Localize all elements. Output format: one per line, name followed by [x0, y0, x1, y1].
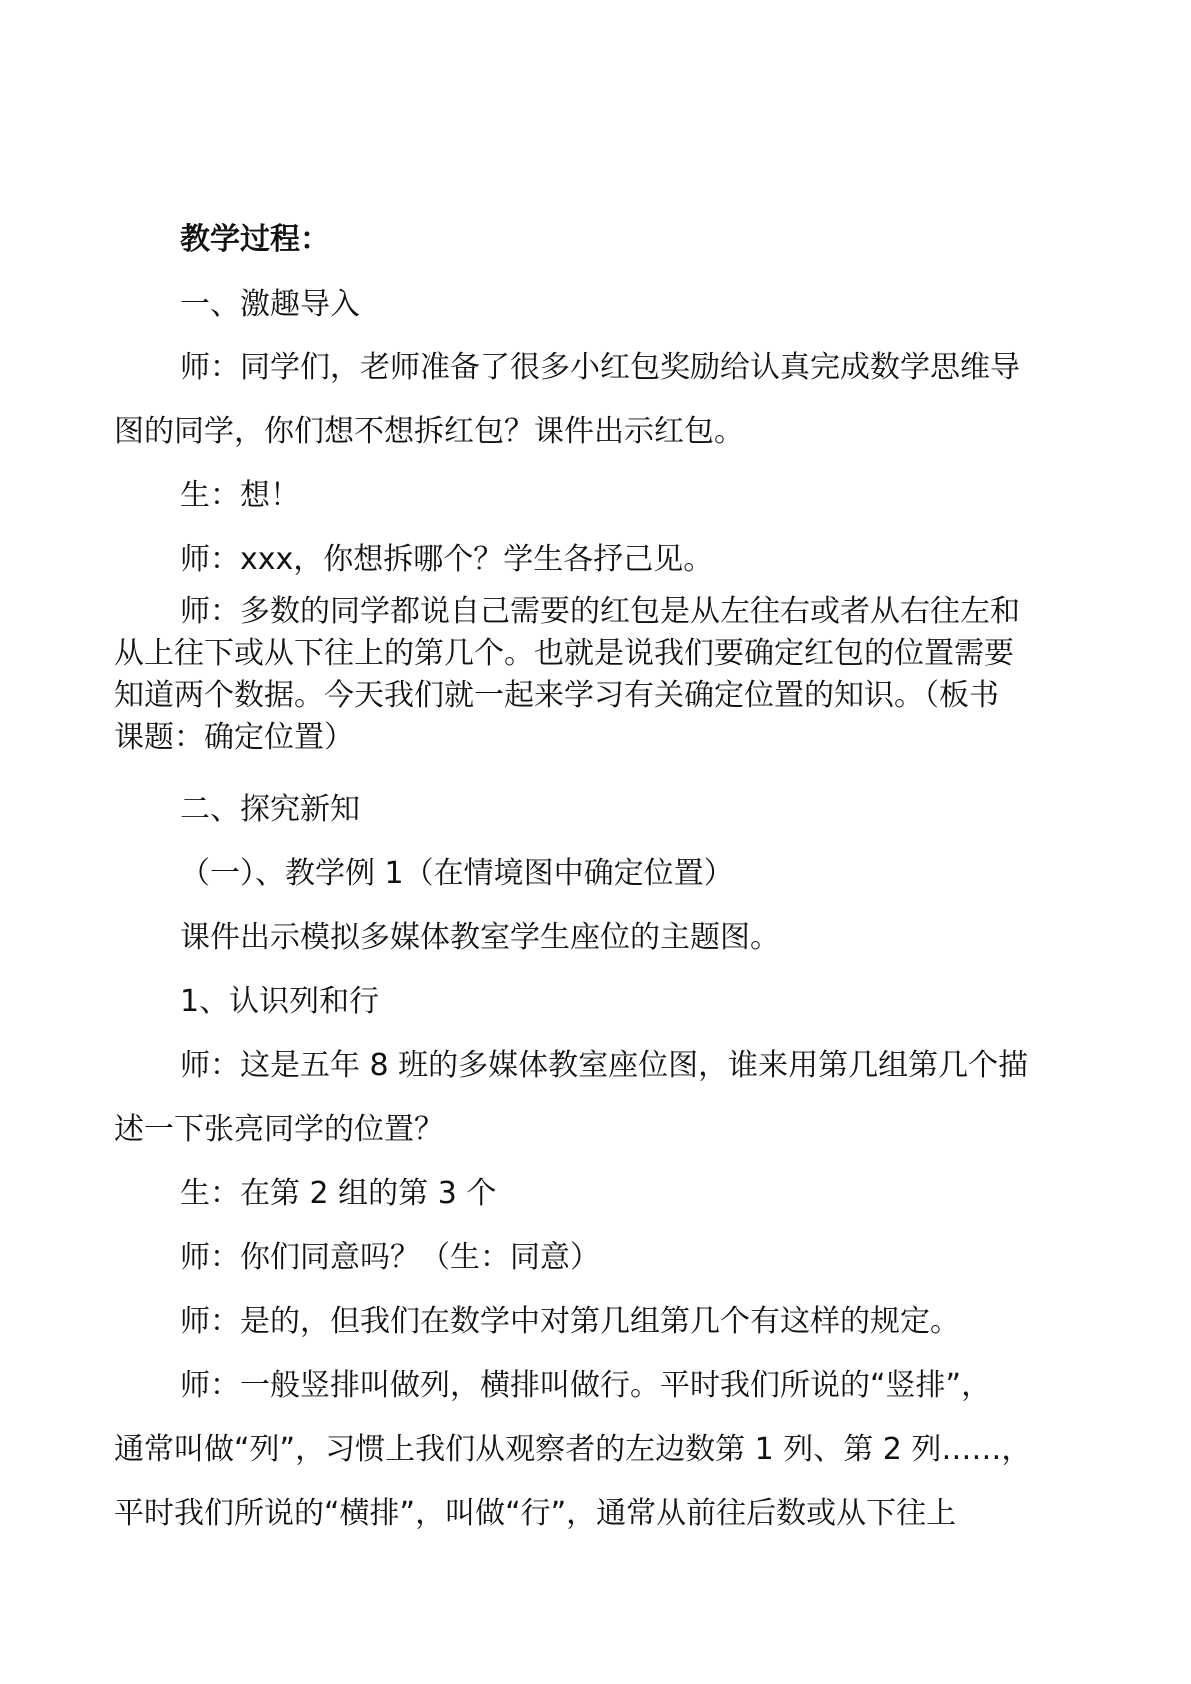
paragraph-line: 平时我们所说的“横排”，叫做“行”，通常从前往后数或从下往上 — [114, 1496, 957, 1531]
paragraph-line: 通常叫做“列”，习惯上我们从观察者的左边数第 1 列、第 2 列……， — [114, 1432, 1032, 1467]
paragraph-line: 生：想！ — [180, 478, 300, 513]
subsection-title: （一）、教学例 1（在情境图中确定位置） — [180, 856, 734, 891]
item-title: 1、认识列和行 — [180, 984, 380, 1019]
paragraph-line: 生：在第 2 组的第 3 个 — [180, 1176, 497, 1211]
paragraph-line: 师：多数的同学都说自己需要的红包是从左往右或者从右往左和 — [180, 594, 1020, 629]
paragraph-line: 师：一般竖排叫做列，横排叫做行。平时我们所说的“竖排”， — [180, 1368, 992, 1403]
paragraph-line: 课件出示模拟多媒体教室学生座位的主题图。 — [180, 920, 780, 955]
paragraph-line: 师：你们同意吗？（生：同意） — [180, 1240, 600, 1275]
paragraph-line: 知道两个数据。今天我们就一起来学习有关确定位置的知识。（板书 — [114, 678, 999, 713]
section-title: 二、探究新知 — [180, 792, 360, 827]
paragraph-line: 从上往下或从下往上的第几个。也就是说我们要确定红包的位置需要 — [114, 636, 1014, 671]
section-heading: 教学过程： — [180, 222, 330, 257]
paragraph-line: 师：xxx，你想拆哪个？学生各抒己见。 — [180, 542, 714, 577]
paragraph-line: 师：这是五年 8 班的多媒体教室座位图，谁来用第几组第几个描 — [180, 1048, 1029, 1083]
paragraph-line: 师：同学们，老师准备了很多小红包奖励给认真完成数学思维导 — [180, 350, 1020, 385]
paragraph-line: 课题：确定位置） — [114, 720, 354, 755]
paragraph-line: 述一下张亮同学的位置？ — [114, 1112, 444, 1147]
section-title: 一、激趣导入 — [180, 287, 360, 322]
paragraph-line: 师：是的，但我们在数学中对第几组第几个有这样的规定。 — [180, 1304, 960, 1339]
paragraph-line: 图的同学，你们想不想拆红包？课件出示红包。 — [114, 414, 744, 449]
